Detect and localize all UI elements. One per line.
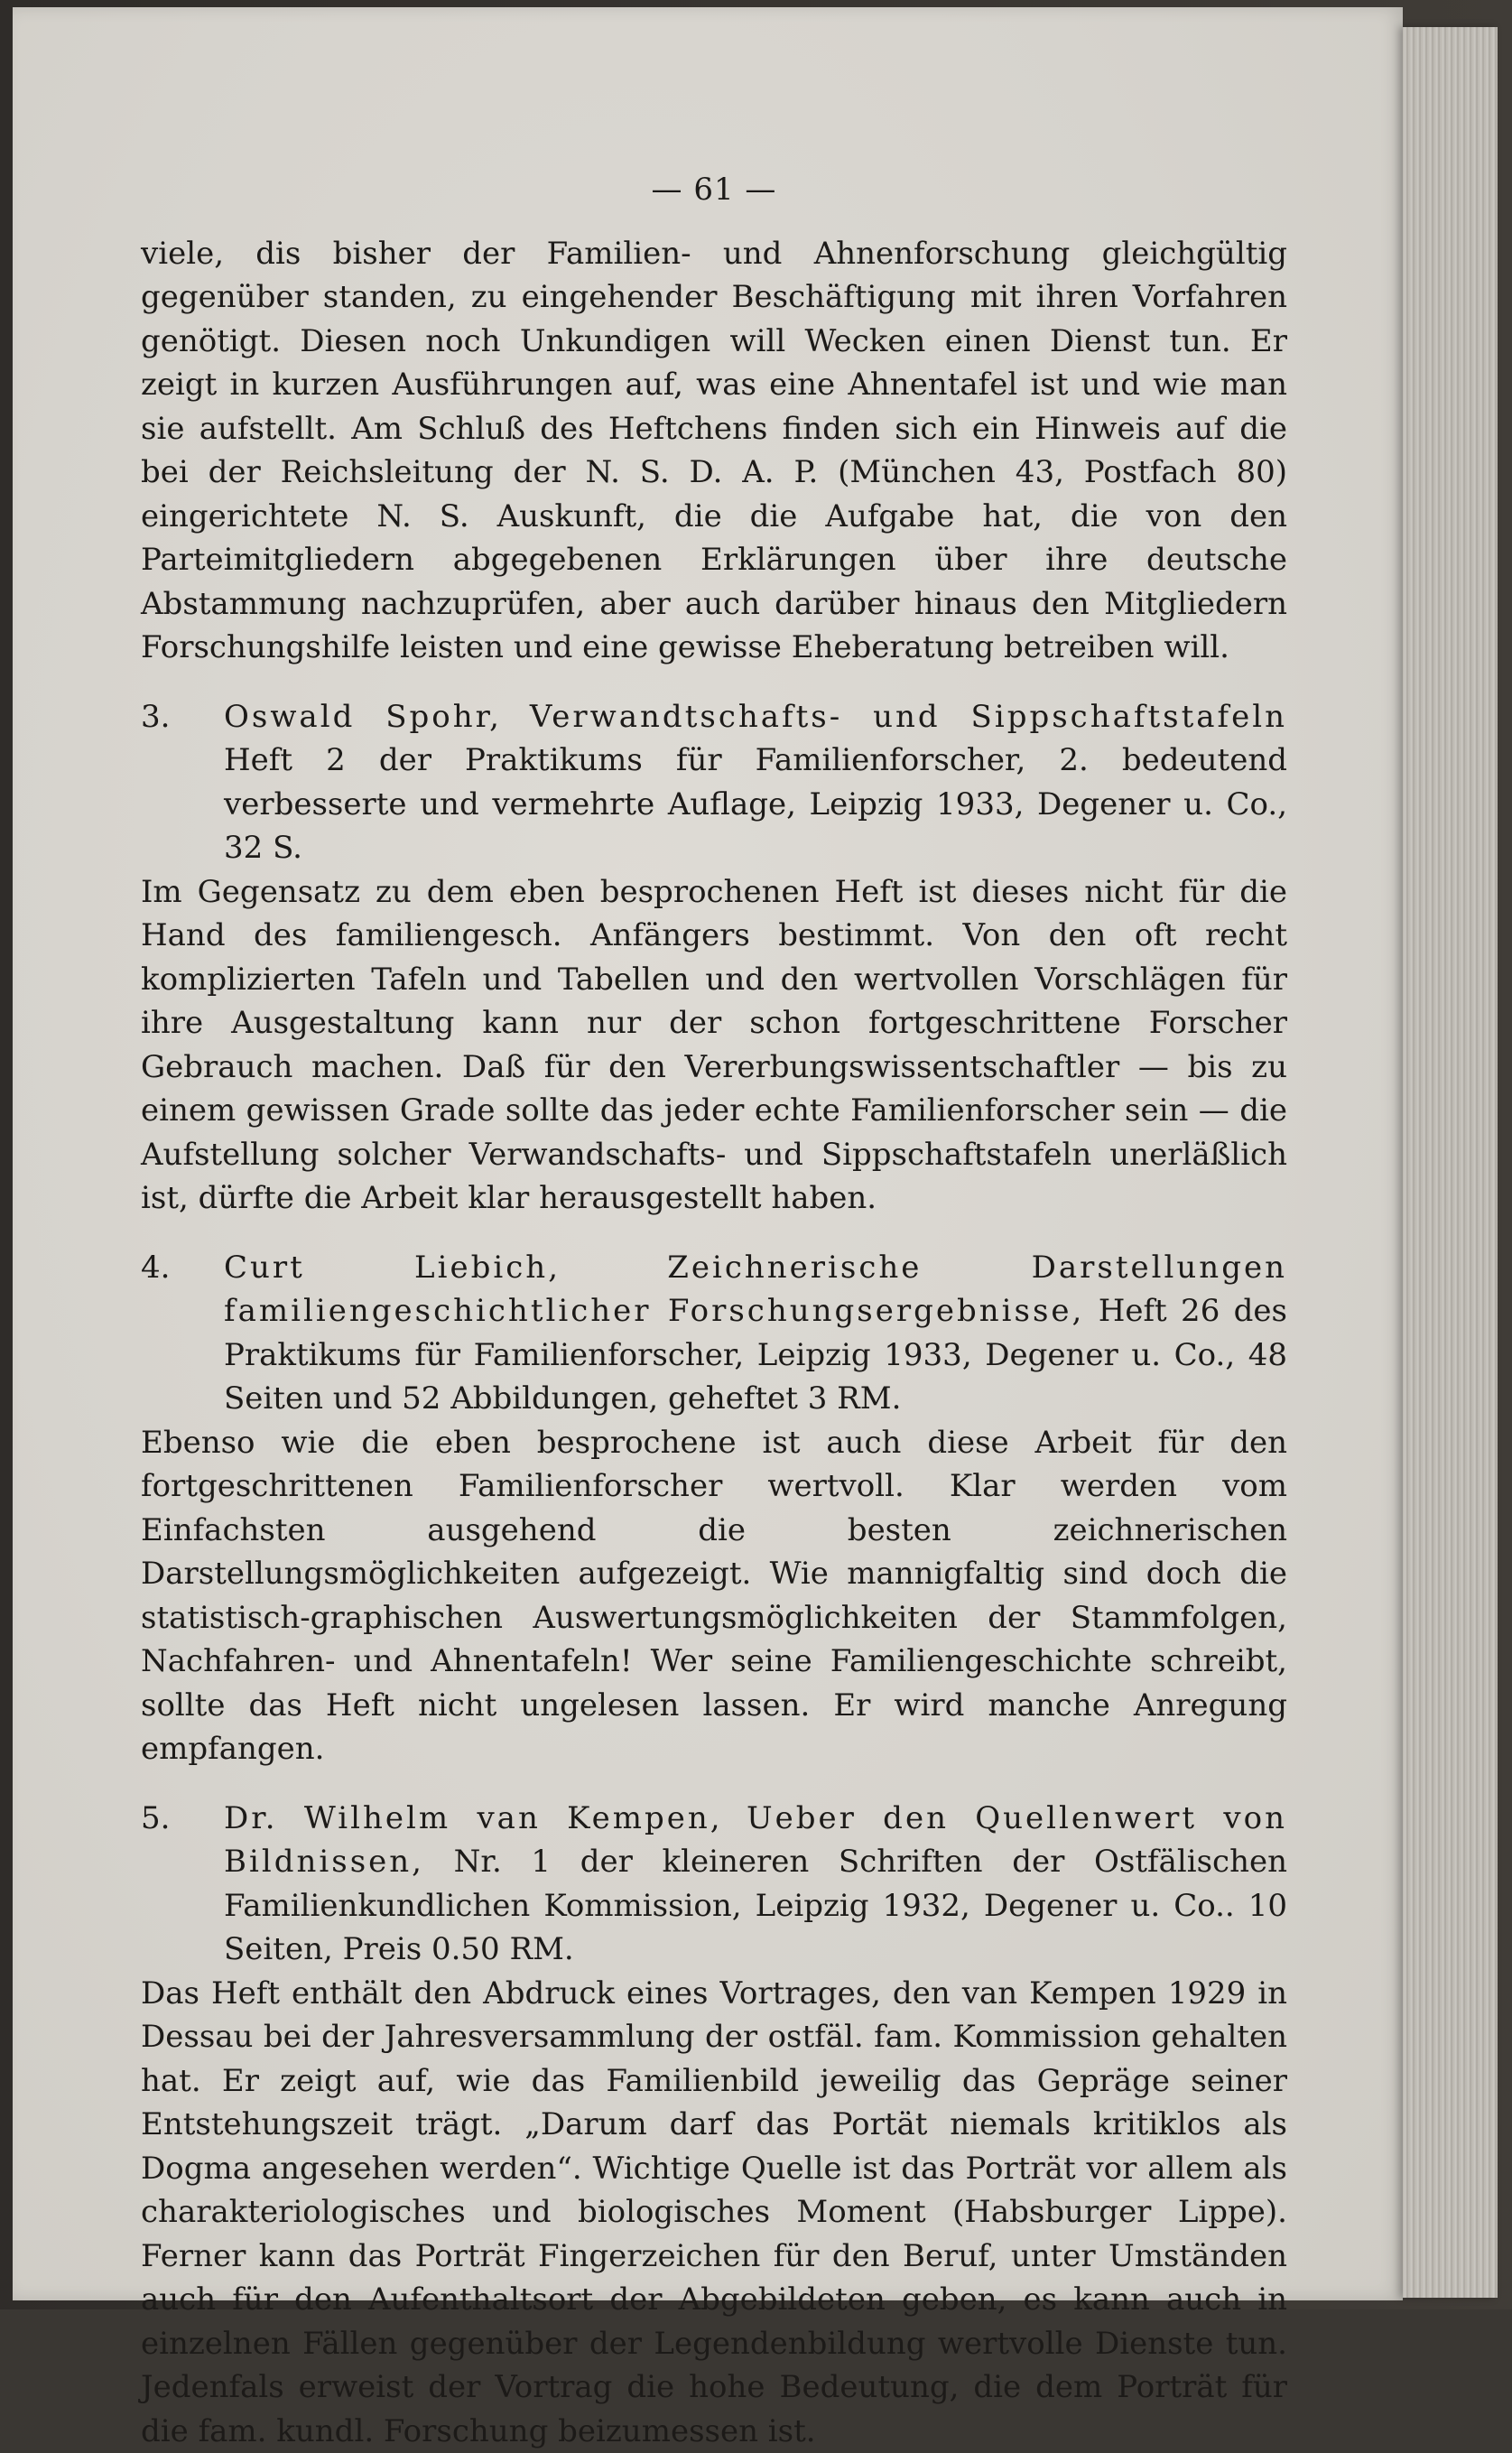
entry-number: 4.	[141, 1246, 224, 1290]
entry-5	[141, 1797, 1287, 2453]
book-page	[13, 7, 1403, 2300]
entry-title: Zeichnerische Darstellungen familiengeschichtlicher Forschungsergebnisse,	[224, 1250, 1287, 1330]
page-content	[141, 168, 1287, 2453]
entry-review: Ebenso wie die eben besprochene ist auch diese Arbeit für den fortgeschrittenen Familienforscher wertvoll. Klar werden vom Einfachsten ausgehend die besten zeichnerischen Darstellungsmöglichkeiten aufgezeigt. Wie mannigfaltig sind doch die statistisch-graphischen Auswertungsmöglichkeiten der Stammfolgen, Nachfahren- und Ahnentafeln! Wer seine Familiengeschichte schreibt, sollte das Heft nicht ungelesen lassen. Er wird manche Anregung empfangen.	[141, 1421, 1287, 1771]
page-number: — 61 —	[141, 168, 1287, 212]
entry-heading	[141, 695, 1287, 870]
entry-author: Dr. Wilhelm van Kempen,	[224, 1800, 723, 1836]
entry-biblio: Heft 26 des Praktikums für Familienforscher, Leipzig 1933, Degener u. Co., 48 Seiten und 52 Abbildungen, geheftet 3 RM.	[224, 1293, 1287, 1417]
entry-heading	[141, 1246, 1287, 1421]
entry-biblio: Nr. 1 der kleineren Schriften der Ostfälischen Familienkundlichen Kommission, Leipzig 1932, Degener u. Co.. 10 Seiten, Preis 0.50 RM.	[224, 1844, 1287, 1967]
entry-author: Curt Liebich,	[224, 1250, 561, 1286]
entry-heading	[141, 1797, 1287, 1972]
entry-number: 5.	[141, 1797, 224, 1841]
entry-author: Oswald Spohr,	[224, 699, 502, 735]
entry-title: Verwandtschafts- und Sippschaftstafeln	[530, 699, 1287, 735]
entry-biblio: Heft 2 der Praktikums für Familienforscher, 2. bedeutend verbesserte und vermehrte Auflage, Leipzig 1933, Degener u. Co., 32 S.	[224, 742, 1287, 866]
entry-title: Ueber den Quellenwert von Bildnissen,	[224, 1800, 1287, 1881]
entry-review: Im Gegensatz zu dem eben besprochenen Heft ist dieses nicht für die Hand des familiengesch. Anfängers bestimmt. Von den oft recht komplizierten Tafeln und Tabellen und den wertvollen Vorschlägen für ihre Ausgestaltung kann nur der schon fortgeschrittene Forscher Gebrauch machen. Daß für den Vererbungswissentschaftler — bis zu einem gewissen Grade sollte das jeder echte Familienforscher sein — die Aufstellung solcher Verwandschafts- und Sippschaftstafeln unerläßlich ist, dürfte die Arbeit klar herausgestellt haben.	[141, 870, 1287, 1221]
intro-paragraph: viele, dis bisher der Familien- und Ahnenforschung gleichgültig gegenüber standen, zu eingehender Beschäftigung mit ihren Vorfahren genötigt. Diesen noch Unkundigen will Wecken einen Dienst tun. Er zeigt in kurzen Ausführungen auf, was eine Ahnentafel ist und wie man sie aufstellt. Am Schluß des Heftchens finden sich ein Hinweis auf die bei der Reichsleitung der N. S. D. A. P. (München 43, Postfach 80) eingerichtete N. S. Auskunft, die die Aufgabe hat, die von den Parteimitgliedern abgegebenen Erklärungen über ihre deutsche Abstammung nachzuprüfen, aber auch darüber hinaus den Mitgliedern Forschungshilfe leisten und eine gewisse Eheberatung betreiben will.	[141, 232, 1287, 670]
entry-number: 3.	[141, 695, 224, 739]
entry-review: Das Heft enthält den Abdruck eines Vortrages, den van Kempen 1929 in Dessau bei der Jahresversammlung der ostfäl. fam. Kommission gehalten hat. Er zeigt auf, wie das Familienbild jeweilig das Gepräge seiner Entstehungszeit trägt. „Darum darf das Portät niemals kritiklos als Dogma angesehen werden“. Wichtige Quelle ist das Porträt vor allem als charakteriologisches und biologisches Moment (Habsburger Lippe). Ferner kann das Porträt Fingerzeichen für den Beruf, unter Umständen auch für den Aufenthaltsort der Abgebildeten geben, es kann auch in einzelnen Fällen gegenüber der Legendenbildung wertvolle Dienste tun. Jedenfals erweist der Vortrag die hohe Bedeutung, die dem Porträt für die fam. kundl. Forschung beizumessen ist.	[141, 1972, 1287, 2453]
entry-4	[141, 1246, 1287, 1771]
page-edges	[1403, 27, 1498, 2298]
entry-3	[141, 695, 1287, 1221]
